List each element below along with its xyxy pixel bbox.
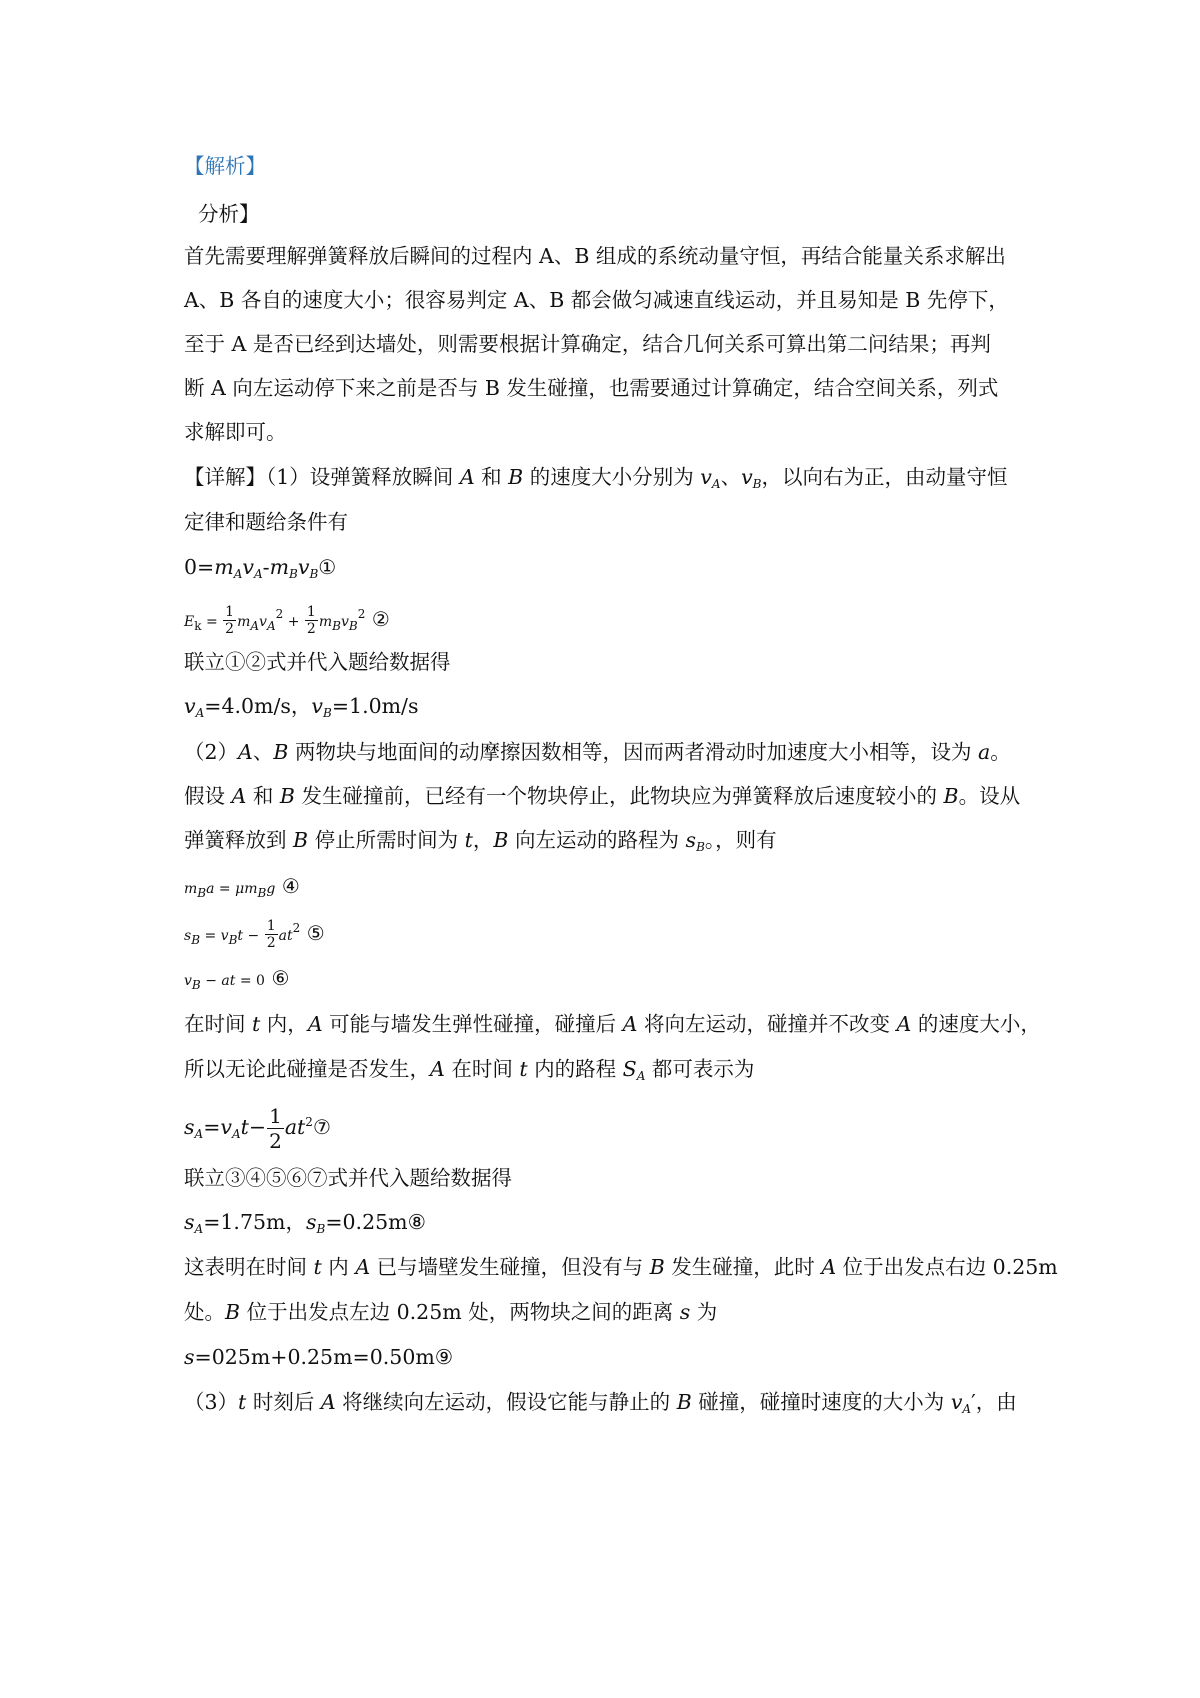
analysis-line-3: 至于 A 是否已经到达墙处，则需要根据计算确定，结合几何关系可算出第二问结果；再判	[184, 332, 991, 356]
part2c-line-1: 这表明在时间 t 内 A 已与墙壁发生碰撞，但没有与 B 发生碰撞，此时 A 位于出发点右边 0.25m	[184, 1255, 1058, 1279]
result-separation: s=025m+0.25m=0.50m⑨	[184, 1345, 454, 1369]
combine-line-1: 联立①②式并代入题给数据得	[184, 650, 451, 674]
part2-line-1: （2）A、B 两物块与地面间的动摩擦因数相等，因而两者滑动时加速度大小相等，设为 a。	[184, 740, 1011, 764]
equation-5: $s_B = v_Bt$ − $\frac{1}{2}$ $at^2$ ⑤	[184, 918, 325, 951]
part2b-line-1: 在时间 t 内，A 可能与墙发生弹性碰撞，碰撞后 A 将向左运动，碰撞并不改变 A 的速度大小，	[184, 1012, 1041, 1036]
equation-6: $v_B$ − at = 0 ⑥	[184, 966, 290, 992]
part2c-line-2: 处。B 位于出发点左边 0.25m 处，两物块之间的距离 s 为	[184, 1300, 718, 1324]
equation-energy: $E_k$ = $\frac{1}{2}$ $m_Av_A^2$ + $\frac{1}{2}$ $m_Bv_B^2$ ②	[184, 604, 390, 637]
analysis-title: 分析】	[198, 202, 260, 226]
result-distances: $s_A=1.75m$，$s_B=0.25m⑧$	[184, 1210, 426, 1236]
part3-line-1: （3）t 时刻后 A 将继续向左运动，假设它能与静止的 B 碰撞，碰撞时速度的大小为 $v_A'$，由	[184, 1390, 1017, 1416]
analysis-line-5: 求解即可。	[184, 420, 287, 444]
part2-line-3: 弹簧释放到 B 停止所需时间为 t，B 向左运动的路程为 $s_B$。，则有	[184, 828, 777, 854]
equation-7: $s_A=v_At-$ $\frac{1}{2}$ $at^2⑦$	[184, 1104, 331, 1153]
detail-line-2: 定律和题给条件有	[184, 510, 348, 534]
result-velocities: $v_A=4.0m/s$，$v_B=1.0m/s$	[184, 694, 419, 720]
part2b-line-2: 所以无论此碰撞是否发生，A 在时间 t 内的路程 $S_A$ 都可表示为	[184, 1057, 755, 1083]
equation-momentum: $0=m_Av_A-m_Bv_B①$	[184, 555, 337, 581]
part2-line-2: 假设 A 和 B 发生碰撞前，已经有一个物块停止，此物块应为弹簧释放后速度较小的 B。设从	[184, 784, 1021, 808]
combine-line-2: 联立③④⑤⑥⑦式并代入题给数据得	[184, 1166, 512, 1190]
detail-line-1: 【详解】（1）设弹簧释放瞬间 A 和 B 的速度大小分别为 $v_A$、$v_B$，以向右为正，由动量守恒	[184, 465, 1008, 491]
analysis-line-2: A、B 各自的速度大小；很容易判定 A、B 都会做匀减速直线运动，并且易知是 B 先停下，	[184, 288, 1009, 312]
analysis-line-4: 断 A 向左运动停下来之前是否与 B 发生碰撞，也需要通过计算确定，结合空间关系，列式	[184, 376, 999, 400]
analysis-line-1: 首先需要理解弹簧释放后瞬间的过程内 A、B 组成的系统动量守恒，再结合能量关系求解出	[184, 244, 1006, 268]
section-heading: 【解析】	[184, 154, 266, 178]
equation-4: $m_Ba = \mu m_Bg$ ④	[184, 874, 300, 900]
